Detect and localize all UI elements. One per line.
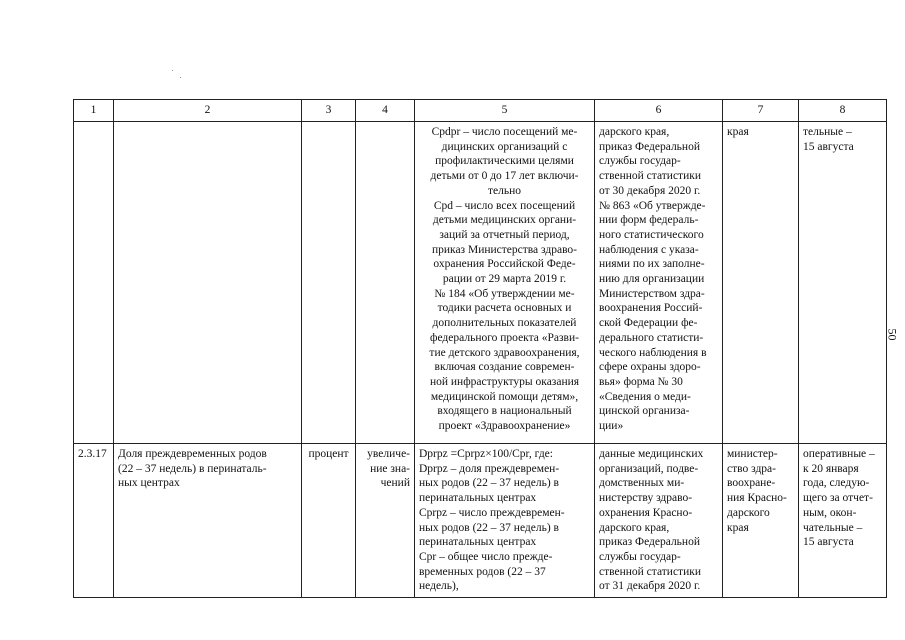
scan-speck bbox=[172, 70, 173, 71]
text-line: Cprpz – число преждевремен- bbox=[419, 506, 565, 519]
header-cell-8: 8 bbox=[799, 100, 887, 122]
text-line: дарского края, bbox=[599, 126, 670, 138]
text-line: тельно bbox=[487, 184, 522, 197]
row2-indicator-cell bbox=[114, 444, 302, 598]
row2-deadline-cell bbox=[799, 444, 887, 598]
text-line: профилактическими целями bbox=[435, 155, 574, 168]
text-line: заций за отчетный период, bbox=[439, 228, 570, 241]
text-line: года, следую- bbox=[803, 477, 870, 490]
text-line: охранения Российской Феде- bbox=[433, 258, 576, 271]
text-line: ных родов (22 – 37 недель) в bbox=[419, 477, 559, 490]
row1-responsible-cell bbox=[723, 122, 799, 444]
text-line: ции» bbox=[599, 420, 624, 433]
text-line: перинатальных центрах bbox=[419, 492, 537, 505]
text-line: ство здра- bbox=[727, 462, 776, 475]
text-line: 15 августа bbox=[803, 536, 854, 549]
header-cell-2: 2 bbox=[114, 100, 302, 122]
text-line: дерального статисти- bbox=[599, 331, 704, 344]
text-line: чений bbox=[380, 477, 410, 490]
text-line: дарского края, bbox=[599, 521, 670, 534]
header-cell-1: 1 bbox=[74, 100, 114, 122]
text-line: наблюдения с указа- bbox=[599, 243, 699, 256]
text-line: нистерству здраво- bbox=[599, 492, 693, 505]
text-line: воохране- bbox=[727, 477, 776, 490]
row1-col1-cell bbox=[74, 122, 114, 444]
row2-index-cell: 2.3.17 bbox=[74, 444, 114, 598]
text-line: Cpd – число всех посещений bbox=[433, 199, 576, 212]
text-line: ной инфраструктуры оказания bbox=[429, 375, 580, 388]
text-line: оперативные – bbox=[803, 448, 875, 460]
text-line: Cpr – общее число прежде- bbox=[419, 550, 553, 563]
text-line: ниями по их заполне- bbox=[599, 258, 705, 271]
row1-col4-cell bbox=[356, 122, 415, 444]
text-line: № 863 «Об утвержде- bbox=[599, 199, 706, 212]
text-line: сфере охраны здоро- bbox=[599, 361, 701, 374]
text-line: (22 – 37 недель) в перинаталь- bbox=[118, 462, 267, 475]
text-line: воохранения Россий- bbox=[599, 302, 703, 315]
text-line: тие детского здравоохранения, bbox=[429, 346, 580, 359]
text-line: детьми от 0 до 17 лет включи- bbox=[430, 170, 579, 183]
text-line: нию для организации bbox=[599, 273, 705, 286]
text-line: детьми медицинских органи- bbox=[432, 214, 577, 227]
text-line: № 184 «Об утверждении ме- bbox=[434, 287, 575, 300]
text-line: данные медицинских bbox=[599, 448, 704, 460]
text-line: ных центрах bbox=[118, 477, 180, 490]
text-line: недель), bbox=[419, 580, 459, 593]
text-line: тодики расчета основных и bbox=[437, 302, 572, 315]
text-line: Dprpz =Cprpz×100/Cpr, где: bbox=[419, 448, 553, 460]
text-line: щего за отчет- bbox=[803, 492, 873, 505]
text-line: ным, окон- bbox=[803, 506, 857, 519]
text-line: тельные – bbox=[803, 126, 852, 138]
text-line: края bbox=[727, 521, 749, 534]
text-line: перинатальных центрах bbox=[419, 536, 537, 549]
text-line: Доля преждевременных родов bbox=[118, 448, 267, 460]
header-row bbox=[74, 100, 887, 122]
text-line: проект «Здравоохранение» bbox=[438, 420, 571, 433]
text-line: приказ Федеральной bbox=[599, 536, 700, 549]
text-line: Cpdpr – число посещений ме- bbox=[431, 126, 578, 138]
text-line: Dprpz – доля преждевремен- bbox=[419, 462, 560, 475]
text-line: дополнительных показателей bbox=[432, 317, 577, 330]
text-line: службы государ- bbox=[599, 550, 681, 563]
document-table bbox=[73, 99, 887, 598]
text-line: домственных ми- bbox=[599, 477, 685, 490]
row2-trend-cell bbox=[356, 444, 415, 598]
text-line: к 20 января bbox=[803, 462, 859, 475]
row2-formula-cell bbox=[415, 444, 595, 598]
text-line: от 30 декабря 2020 г. bbox=[599, 184, 701, 197]
text-line: ственной статистики bbox=[599, 565, 701, 578]
text-line: ческого наблюдения в bbox=[599, 346, 707, 359]
text-line: ния Красно- bbox=[727, 492, 787, 505]
text-line: включая создание современ- bbox=[434, 361, 575, 374]
row1-col2-cell bbox=[114, 122, 302, 444]
text-line: министер- bbox=[727, 448, 778, 460]
row1-col3-cell bbox=[302, 122, 356, 444]
text-line: дарского bbox=[727, 506, 770, 519]
text-line: приказ Министерства здраво- bbox=[431, 243, 578, 256]
row1-deadline-cell bbox=[799, 122, 887, 444]
text-line: дицинских организаций с bbox=[441, 140, 568, 153]
text-line: чательные – bbox=[803, 521, 863, 534]
text-line: нии форм федераль- bbox=[599, 214, 699, 227]
header-cell-7: 7 bbox=[723, 100, 799, 122]
text-line: входящего в национальный bbox=[437, 405, 572, 418]
text-line: ние зна- bbox=[370, 462, 410, 475]
text-line: временных родов (22 – 37 bbox=[419, 565, 546, 578]
text-line: рации от 29 марта 2019 г. bbox=[442, 273, 567, 286]
header-cell-4: 4 bbox=[356, 100, 415, 122]
scan-speck bbox=[180, 77, 181, 78]
row1-source-cell bbox=[595, 122, 723, 444]
text-line: ственной статистики bbox=[599, 170, 701, 183]
text-line: от 31 декабря 2020 г. bbox=[599, 580, 701, 593]
row1-formula-cell bbox=[415, 122, 595, 444]
row2-responsible-cell bbox=[723, 444, 799, 598]
text-line: ской Федерации фе- bbox=[599, 317, 698, 330]
table-row-continuation bbox=[74, 122, 887, 444]
text-line: службы государ- bbox=[599, 155, 681, 168]
text-line: организаций, подве- bbox=[599, 462, 699, 475]
text-line: охранения Красно- bbox=[599, 506, 693, 519]
text-line: 15 августа bbox=[803, 140, 854, 153]
row2-source-cell bbox=[595, 444, 723, 598]
text-line: медицинской помощи детям», bbox=[430, 390, 579, 403]
header-cell-6: 6 bbox=[595, 100, 723, 122]
text-line: «Сведения о меди- bbox=[599, 390, 691, 403]
header-cell-3: 3 bbox=[302, 100, 356, 122]
text-line: увеличе- bbox=[367, 448, 410, 460]
text-line: процент bbox=[308, 448, 349, 460]
text-line: федерального проекта «Разви- bbox=[430, 331, 579, 344]
text-line: ных родов (22 – 37 недель) в bbox=[419, 521, 559, 534]
page-number: 50 bbox=[885, 328, 900, 341]
table-row-2-3-17 bbox=[74, 444, 887, 598]
text-line: ного статистического bbox=[599, 228, 704, 241]
text-line: вья» форма № 30 bbox=[599, 375, 683, 388]
row2-unit-cell bbox=[302, 444, 356, 598]
text-line: края bbox=[727, 126, 749, 138]
text-line: приказ Федеральной bbox=[599, 140, 700, 153]
text-line: цинской организа- bbox=[599, 405, 690, 418]
text-line: Министерством здра- bbox=[599, 287, 705, 300]
header-cell-5: 5 bbox=[415, 100, 595, 122]
